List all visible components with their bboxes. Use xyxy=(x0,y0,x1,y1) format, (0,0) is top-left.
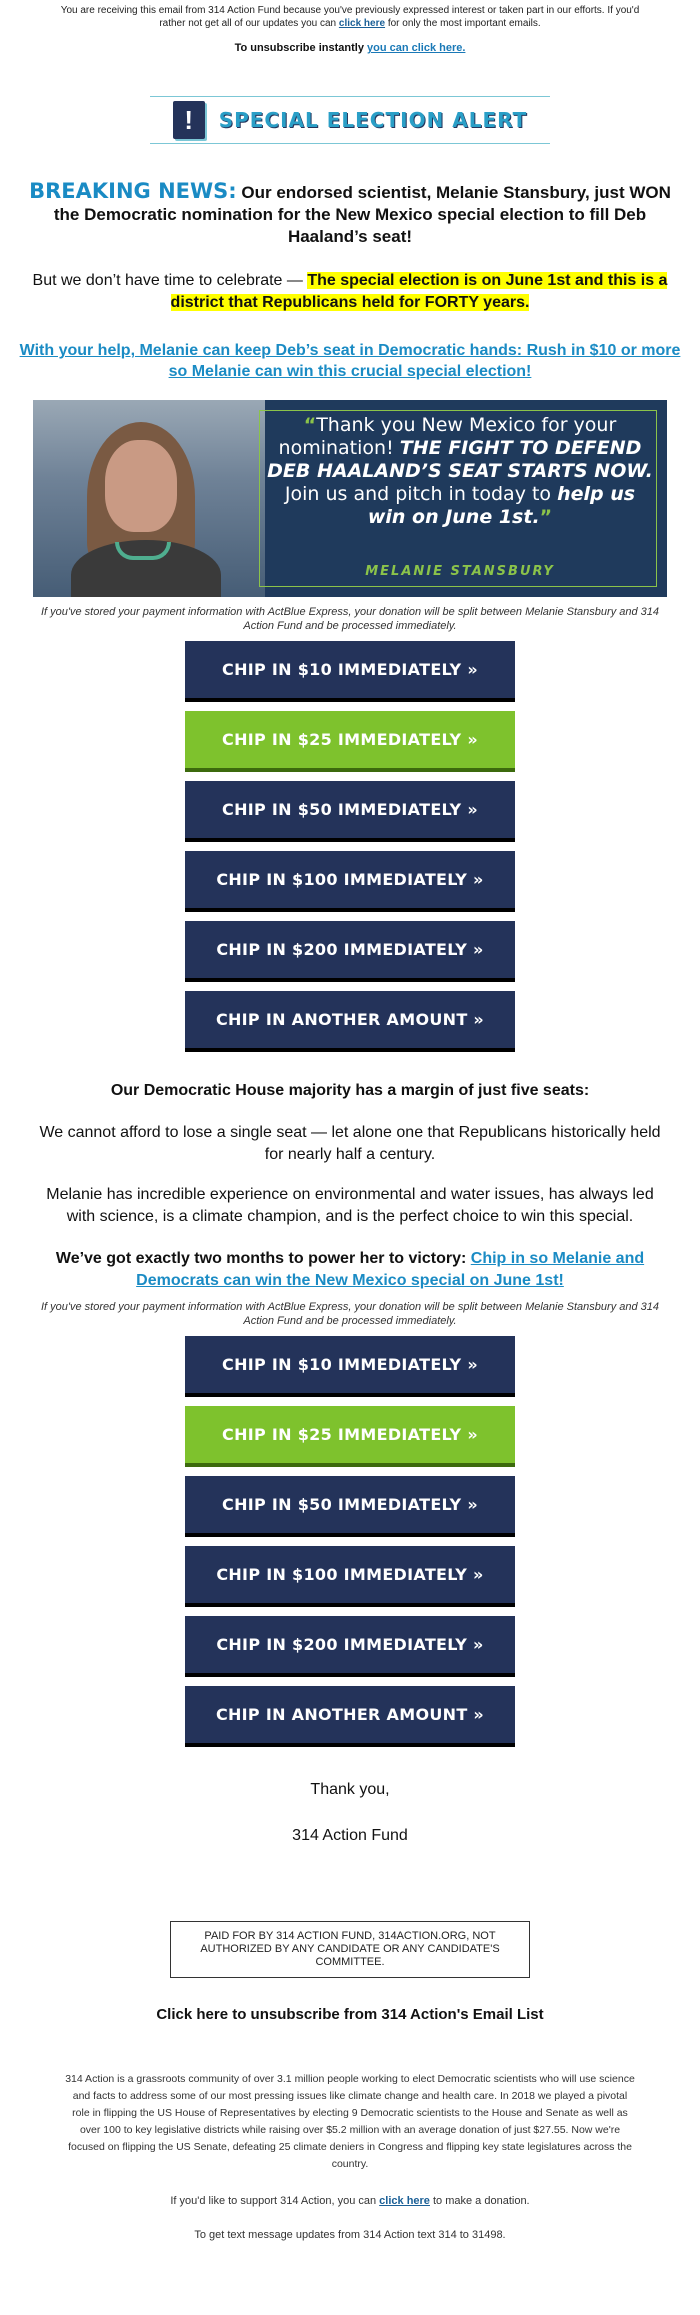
chip-50-button[interactable]: CHIP IN $50 IMMEDIATELY » xyxy=(185,1476,515,1537)
chip-200-button[interactable]: CHIP IN $200 IMMEDIATELY » xyxy=(185,1616,515,1677)
two-months-paragraph: We’ve got exactly two months to power her to victory: Chip in so Melanie and Democrats can win the New Mexico special on June 1st! xyxy=(55,1250,645,1289)
unsubscribe-list xyxy=(0,2006,700,2023)
election-date-highlight: The special election is on June 1st and this is a district that Republicans held for FORTY years. xyxy=(170,272,668,311)
chip-other-amount-button[interactable]: CHIP IN ANOTHER AMOUNT » xyxy=(185,1686,515,1747)
donation-buttons-top xyxy=(0,641,700,1052)
important-emails-link[interactable]: click here xyxy=(338,18,386,29)
chip-in-melanie-link[interactable]: Chip in so Melanie and Democrats can win the New Mexico special on June 1st! xyxy=(136,1250,645,1289)
support-donate-link[interactable]: click here xyxy=(379,2195,430,2207)
text-updates: To get text message updates from 314 Action text 314 to 31498. xyxy=(194,2229,506,2241)
celebrate-paragraph: But we don’t have time to celebrate — The special election is on June 1st and this is a district that Republicans held for FORTY years. xyxy=(32,272,668,311)
chip-50-button[interactable]: CHIP IN $50 IMMEDIATELY » xyxy=(185,781,515,842)
exclamation-icon: ! xyxy=(173,101,205,139)
candidate-hero-image[interactable] xyxy=(33,400,667,597)
chip-25-button[interactable]: CHIP IN $25 IMMEDIATELY » xyxy=(185,1406,515,1467)
actblue-disclaimer: If you've stored your payment information with ActBlue Express, your donation will be split between Melanie Stansbury and 314 Action Fund and be processed immediately. xyxy=(40,606,660,632)
signoff-thanks: Thank you, xyxy=(310,1781,390,1798)
actblue-disclaimer-2: If you've stored your payment information with ActBlue Express, your donation will be split between Melanie Stansbury and 314 Action Fund and be processed immediately. xyxy=(40,1301,660,1327)
chip-10-button[interactable]: CHIP IN $10 IMMEDIATELY » xyxy=(185,1336,515,1397)
candidate-signature: MELANIE STANSBURY xyxy=(365,564,555,579)
paid-for-disclaimer: PAID FOR BY 314 ACTION FUND, 314ACTION.ORG, NOT AUTHORIZED BY ANY CANDIDATE OR ANY CANDIDATE'S COMMITTEE. xyxy=(170,1921,530,1978)
unsubscribe-list-link[interactable]: Click here to unsubscribe from 314 Action's Email List xyxy=(156,2006,544,2023)
banner-title: SPECIAL ELECTION ALERT xyxy=(218,108,528,132)
breaking-news-label: BREAKING NEWS: xyxy=(29,179,237,203)
breaking-news: BREAKING NEWS: Our endorsed scientist, Melanie Stansbury, just WON the Democratic nomination for the New Mexico special election to fill Deb Haaland’s seat! xyxy=(29,179,671,246)
chip-25-button[interactable]: CHIP IN $25 IMMEDIATELY » xyxy=(185,711,515,772)
rush-donate-link[interactable]: With your help, Melanie can keep Deb’s seat in Democratic hands: Rush in $10 or more so Melanie can win this crucial special election! xyxy=(19,342,681,380)
chip-100-button[interactable]: CHIP IN $100 IMMEDIATELY » xyxy=(185,1546,515,1607)
chip-200-button[interactable]: CHIP IN $200 IMMEDIATELY » xyxy=(185,921,515,982)
unsubscribe-instant-link[interactable]: you can click here. xyxy=(367,42,466,54)
candidate-photo xyxy=(33,400,265,597)
candidate-quote: “Thank you New Mexico for your nomination! THE FIGHT TO DEFEND DEB HAALAND’S SEAT STARTS NOW. Join us and pitch in today to help us win on June 1st.” xyxy=(267,414,653,528)
donation-buttons-bottom xyxy=(0,1336,700,1747)
special-election-banner xyxy=(150,96,550,144)
chip-other-amount-button[interactable]: CHIP IN ANOTHER AMOUNT » xyxy=(185,991,515,1052)
seat-paragraph: We cannot afford to lose a single seat — let alone one that Republicans historically held for nearly half a century. xyxy=(39,1124,661,1163)
unsubscribe-instant: To unsubscribe instantly you can click here. xyxy=(234,42,466,54)
chip-10-button[interactable]: CHIP IN $10 IMMEDIATELY » xyxy=(185,641,515,702)
about-314-action: 314 Action is a grassroots community of over 3.1 million people working to elect Democratic scientists who will use science and facts to address some of our most pressing issues like climate change and health care. In 2018 we played a pivotal role in flipping the US House of Representatives by electing 9 Democratic scientists to the House and Senate as well as over 100 to key legislative districts while raising over $5.2 million with an average donation of just $27.55. Now we're focused on flipping the US Senate, defeating 25 climate deniers in Congress and flipping key state legislatures across the country. xyxy=(65,2073,635,2170)
support-paragraph: If you'd like to support 314 Action, you can click here to make a donation. xyxy=(170,2195,530,2207)
chip-100-button[interactable]: CHIP IN $100 IMMEDIATELY » xyxy=(185,851,515,912)
majority-heading: Our Democratic House majority has a margin of just five seats: xyxy=(110,1082,590,1099)
header-notice: You are receiving this email from 314 Action Fund because you've previously expressed interest or taken part in our efforts. If you'd rather not get all of our updates you can click here for only the most important emails. xyxy=(60,5,640,29)
signoff-org: 314 Action Fund xyxy=(292,1827,408,1844)
rush-paragraph xyxy=(12,340,688,382)
experience-paragraph: Melanie has incredible experience on environmental and water issues, has always led with science, is a climate champion, and is the perfect choice to win this special. xyxy=(46,1186,654,1225)
